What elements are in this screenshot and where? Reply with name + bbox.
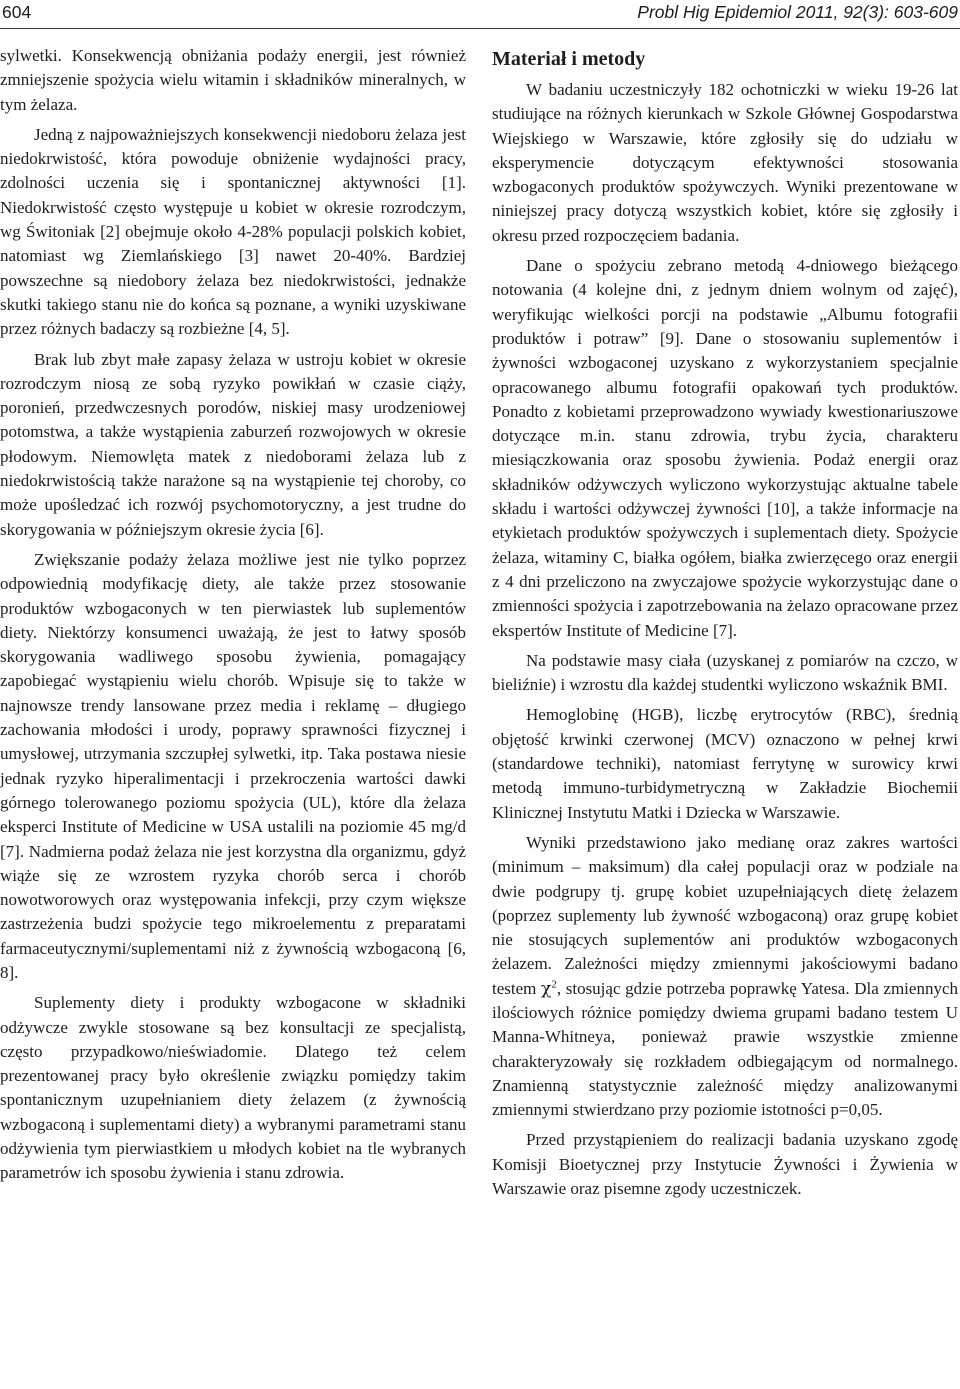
text-segment: , stosując gdzie potrzeba poprawkę Yatesa. Dla zmiennych ilościowych różnice pomiędzy dwiema grupami badano testem U Manna-Whitneya, ponieważ prawie wszystkie zmienne charakteryzowały się rozkładem odbiegającym od normalnego. Znamienną statystycznie zależność między analizowanymi zmiennymi stwierdzano przy poziomie istotności p=0,05. xyxy=(492,978,958,1120)
paragraph: Jedną z najpoważniejszych konsekwencji niedoboru żelaza jest niedokrwistość, która powoduje obniżenie wydajności pracy, zdolności uczenia się i spontanicznej aktywności [1]. Niedokrwistość często występuje u kobiet w okresie rozrodczym, wg Świtoniak [2] obejmuje około 4-28% populacji polskich kobiet, natomiast wg Ziemlańskiego [3] nawet 20-40%. Bardziej powszechne są niedobory żelaza bez niedokrwistości, jednakże skutki takiego stanu nie do końca są poznane, a wyniki uzyskiwane przez różnych badaczy są rozbieżne [4, 5]. xyxy=(0,124,466,339)
paragraph: Suplementy diety i produkty wzbogacone w składniki odżywcze zwykle stosowane są bez konsultacji ze specjalistą, często przypadkowo/nieświadomie. Dlatego też celem prezentowanej pracy było określenie związku pomiędzy takim spontanicznym uzupełnianiem diety żelazem (z żywnością wzbogaconą i suplementami diety) a wybranymi parametrami stanu odżywienia tym pierwiastkiem u młodych kobiet na tle wybranych parametrów ich sposobu żywienia i stanu zdrowia. xyxy=(0,993,466,1183)
page-header xyxy=(0,0,960,32)
paragraph: W badaniu uczestniczyły 182 ochotniczki w wieku 19-26 lat studiujące na różnych kierunkach w Szkole Głównej Gospodarstwa Wiejskiego w Warszawie, które zgłosiły się do udziału w eksperymencie dotyczącym efektywności stosowania wzbogaconych produktów spożywczych. Wyniki prezentowane w niniejszej pracy dotyczą wszystkich kobiet, które się zgłosiły i okresu przed rozpoczęciem badania. xyxy=(492,80,958,245)
chi-symbol: χ xyxy=(541,978,552,999)
paragraph: Brak lub zbyt małe zapasy żelaza w ustroju kobiet w okresie rozrodczym niosą ze sobą ryzyko powikłań w czasie ciąży, poronień, przedwczesnych porodów, niskiej masy urodzeniowej potomstwa, a także wystąpienia zaburzeń rozwojowych w okresie płodowym. Niemowlęta matek z niedoborami żelaza lub z niedokrwistością także narażone są na wystąpienie tej choroby, co może upośledzać ich rozwój psychomotoryczny, a jest trudne do skorygowania w późniejszym okresie życia [6]. xyxy=(0,349,466,539)
journal-citation: Probl Hig Epidemiol 2011, 92(3): 603-609 xyxy=(637,2,958,22)
superscript: 2 xyxy=(551,978,557,991)
section-heading: Materiał i metody xyxy=(492,48,646,70)
paragraph: Hemoglobinę (HGB), liczbę erytrocytów (RBC), średnią objętość krwinki czerwonej (MCV) oznaczono w pełnej krwi (standardowe techniki), natomiast ferrytynę w surowicy krwi metodą immuno-turbidymetryczną w Zakładzie Biochemii Klinicznej Instytutu Matki i Dziecka w Warszawie. xyxy=(492,705,958,822)
paragraph xyxy=(492,831,958,1123)
page-number: 604 xyxy=(2,2,32,22)
paragraph: Dane o spożyciu zebrano metodą 4-dniowego bieżącego notowania (4 kolejne dni, z jednym dniem wolnym od zajęć), weryfikując wielkości porcji na podstawie „Albumu fotografii produktów i potraw” [9]. Dane o stosowaniu suplementów i żywności wzbogaconej uzyskano z wykorzystaniem specjalnie opracowanego albumu fotografii opakowań tych produktów. Ponadto z kobietami przeprowadzono wywiady kwestionariuszowe dotyczące m.in. stanu zdrowia, trybu życia, charakteru miesiączkowania oraz sposobu żywienia. Podaż energii oraz składników odżywczych wyliczono wykorzystując aktualne tabele składu i wartości odżywczej żywności [10], a także informacje na etykietach produktów spożywczych i suplementach diety. Spożycie żelaza, witaminy C, białka ogółem, białka zwierzęcego oraz energii z 4 dni przeliczono na zwyczajowe spożycie wykorzystując dane o zmienności spożycia i zapotrzebowania na żelazo opracowane przez ekspertów Institute of Medicine [7]. xyxy=(492,256,958,640)
left-column xyxy=(0,44,466,1186)
right-column xyxy=(492,46,958,1201)
header-rule xyxy=(0,28,960,29)
paragraph: Na podstawie masy ciała (uzyskanej z pomiarów na czczo, w bieliźnie) i wzrostu dla każdej studentki wyliczono wskaźnik BMI. xyxy=(492,650,958,695)
paragraph: sylwetki. Konsekwencją obniżania podaży energii, jest również zmniejszenie spożycia wielu witamin i składników mineralnych, w tym żelaza. xyxy=(0,46,466,114)
paragraph: Zwiększanie podaży żelaza możliwe jest nie tylko poprzez odpowiednią modyfikację diety, ale także przez stosowanie produktów wzbogaconych w ten pierwiastek lub suplementów diety. Niektórzy konsumenci uważają, że jest to łatwy sposób skorygowania wadliwego sposobu żywienia, pomagający zapobiegać wystąpieniu wielu chorób. Wpisuje się to także w najnowsze trendy lansowane przez media i reklamę – długiego zachowania młodości i urody, poprawy sprawności fizycznej i umysłowej, utrzymania szczupłej sylwetki, itp. Taka postawa niesie jednak ryzyko hiperalimentacji i przekroczenia wartości dawki górnego tolerowanego poziomu spożycia (UL), które dla żelaza eksperci Institute of Medicine w USA ustalili na poziomie 45 mg/d [7]. Nadmierna podaż żelaza nie jest korzystna dla organizmu, gdyż wiąże się ze wzrostem ryzyka chorób serca i chorób nowotworowych oraz występowania infekcji, przy czym większe zastrzeżenia budzi spożycie tego mikroelementu z preparatami farmaceutycznymi/suplementami niż z żywnością wzbogaconą [6, 8]. xyxy=(0,549,466,982)
text-segment: Wyniki przedstawiono jako medianę oraz zakres wartości (minimum – maksimum) dla całej populacji oraz w podziale na dwie podgrupy tj. grupę kobiet uzupełniających dietę żelazem (poprzez suplementy lub żywność wzbogaconą) oraz grupę kobiet nie stosujących suplementów ani produktów wzbogaconych żelazem. Zależności między zmiennymi jakościowymi badano testem xyxy=(492,832,958,998)
paragraph: Przed przystąpieniem do realizacji badania uzyskano zgodę Komisji Bioetycznej przy Instytucie Żywności i Żywienia w Warszawie oraz pisemne zgody uczestniczek. xyxy=(492,1130,958,1199)
